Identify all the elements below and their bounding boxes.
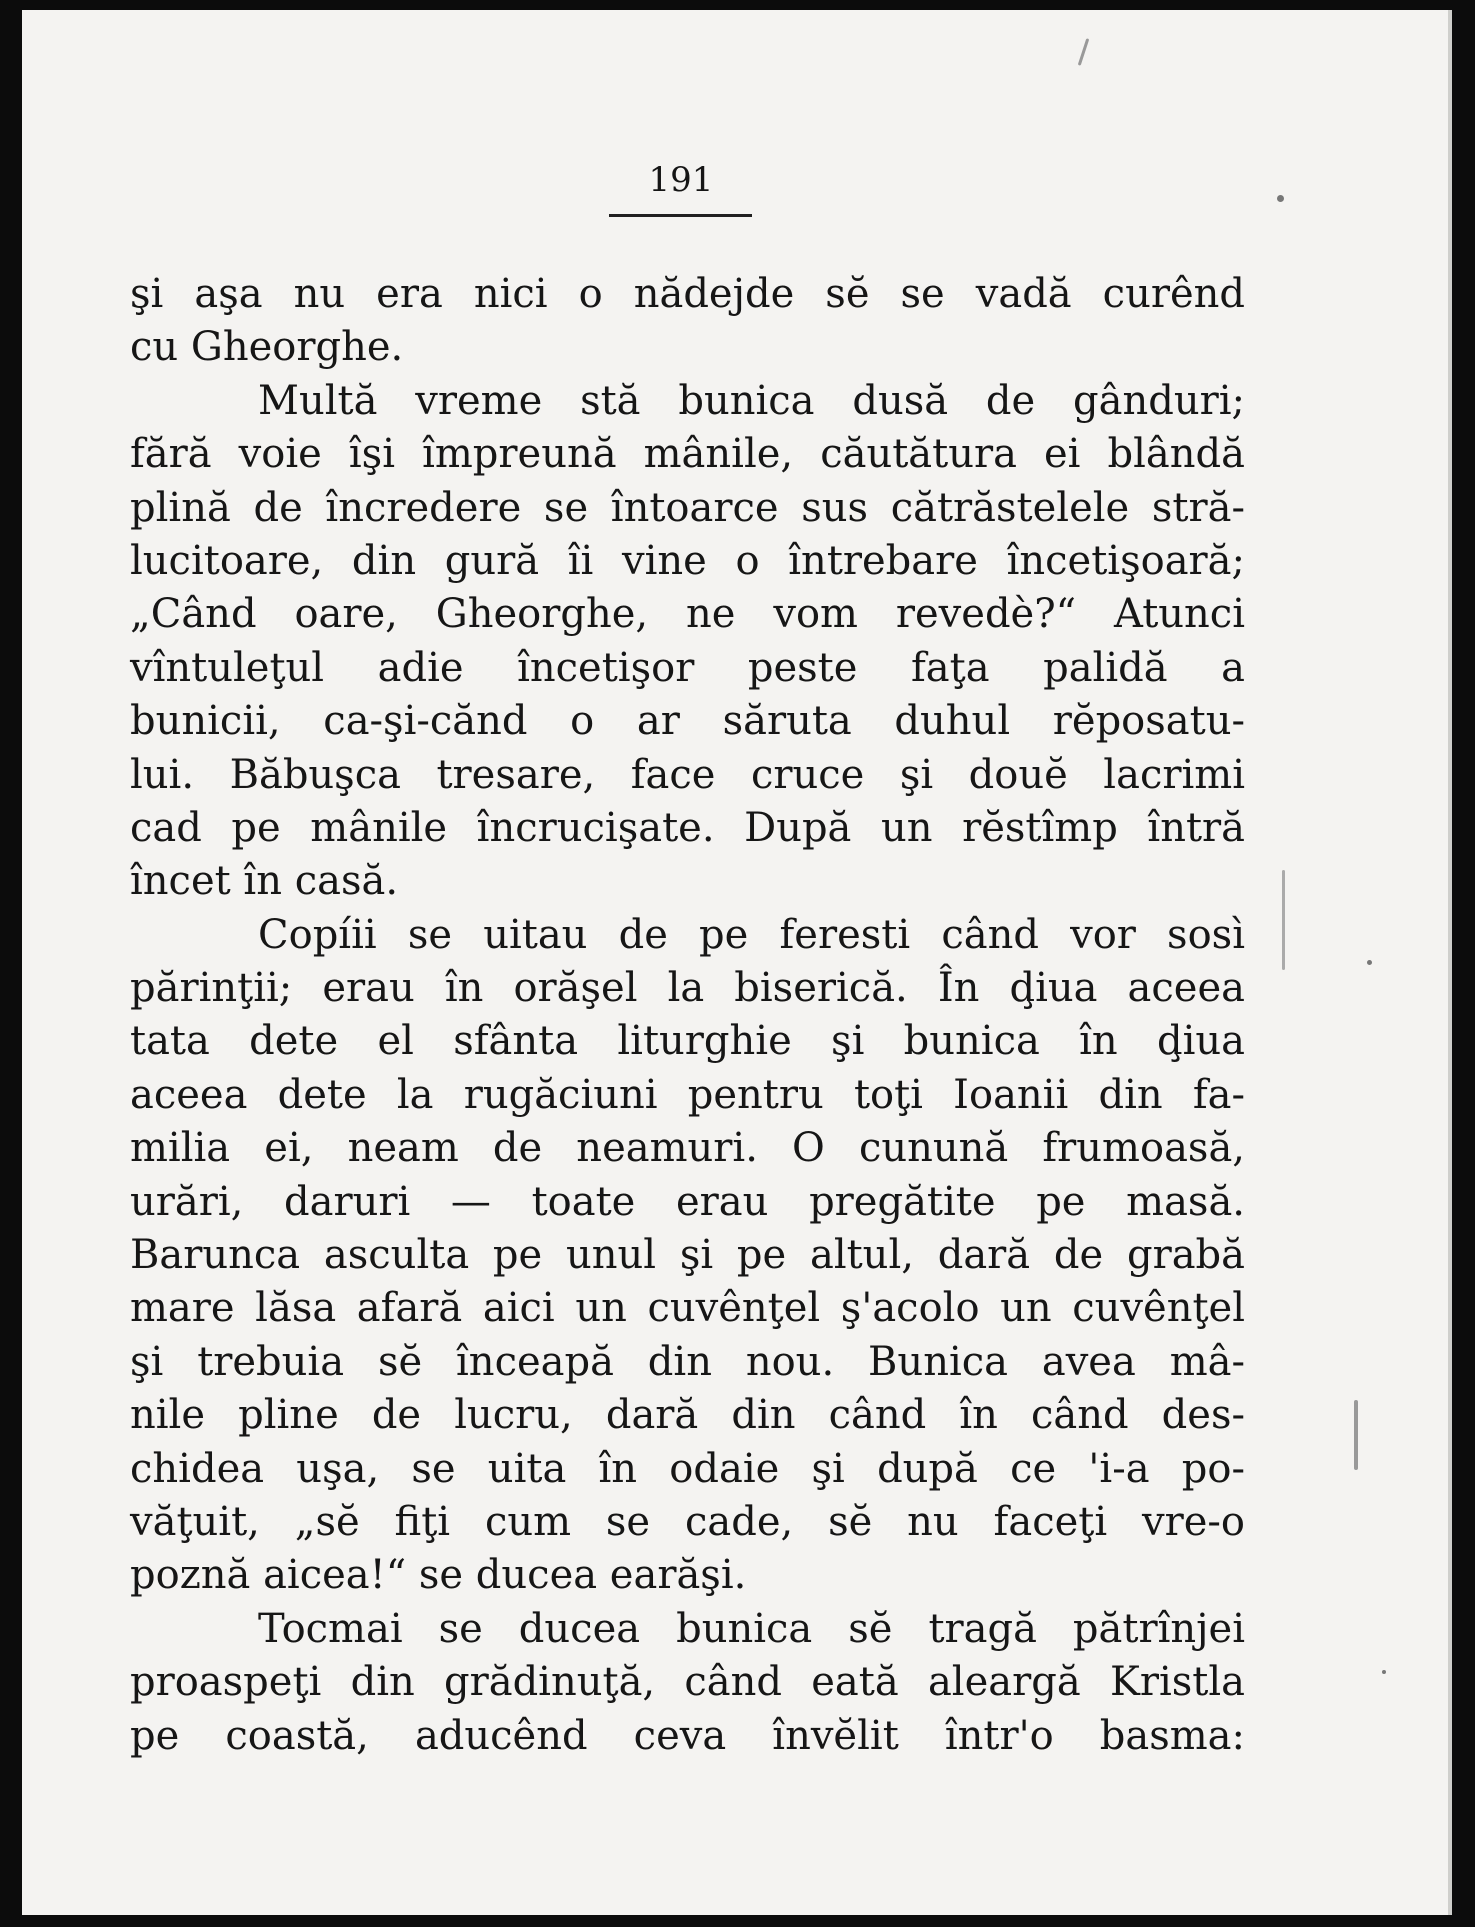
paper-mark xyxy=(1354,1400,1358,1470)
text-line: proaspeţi din grădinuţă, când eată aleargă Kristla xyxy=(130,1659,1245,1706)
book-page xyxy=(22,10,1452,1915)
text-line: cu Gheorghe. xyxy=(130,324,404,371)
text-line: fără voie îşi împreună mânile, căutătura ei blândă xyxy=(130,431,1245,478)
text-line: Barunca asculta pe unul şi pe altul, dară de grabă xyxy=(130,1232,1245,1279)
text-line: încet în casă. xyxy=(130,858,399,905)
text-line: chidea uşa, se uita în odaie şi după ce 'i-a po- xyxy=(130,1445,1245,1492)
text-line: Copíii se uitau de pe feresti când vor sosì xyxy=(258,911,1245,958)
text-line: urări, daruri — toate erau pregătite pe masă. xyxy=(130,1178,1245,1225)
text-line: nile pline de lucru, dară din când în când des- xyxy=(130,1392,1245,1439)
page-number: 191 xyxy=(648,160,714,200)
text-line: Tocmai se ducea bunica sĕ tragă pătrînjei xyxy=(258,1605,1245,1652)
text-line: bunicii, ca-şi-cănd o ar săruta duhul rĕposatu- xyxy=(130,698,1245,745)
paper-mark xyxy=(1282,870,1285,970)
text-line: vîntuleţul adie încetişor peste faţa palidă a xyxy=(130,644,1245,691)
text-line: şi aşa nu era nici o nădejde sĕ se vadă curênd xyxy=(130,271,1245,317)
text-line: părinţii; erau în orăşel la biserică. În ḑiua aceea xyxy=(130,965,1245,1012)
text-line: văţuit, „sĕ fiţi cum se cade, sĕ nu faceţi vre-o xyxy=(130,1498,1245,1545)
text-line: mare lăsa afară aici un cuvênţel ş'acolo un cuvênţel xyxy=(130,1285,1245,1332)
text-line: plină de încredere se întoarce sus cătrăstelele stră- xyxy=(130,484,1245,531)
paper-mark xyxy=(1078,38,1090,66)
text-line: lui. Băbuşca tresare, face cruce şi douĕ lacrimi xyxy=(130,751,1245,798)
text-line: cad pe mânile încrucişate. După un rĕstîmp întră xyxy=(130,804,1245,851)
paper-speck xyxy=(1382,1670,1386,1674)
text-line: tata dete el sfânta liturghie şi bunica în ḑiua xyxy=(130,1018,1245,1065)
text-line: Multă vreme stă bunica dusă de gânduri; xyxy=(258,377,1245,424)
paper-speck xyxy=(1367,960,1372,965)
text-line: poznă aicea!“ se ducea earăşi. xyxy=(130,1552,747,1599)
page-edge-shadow xyxy=(1448,10,1452,1915)
text-line: pe coastă, aducênd ceva învĕlit într'o basma: xyxy=(130,1712,1245,1759)
text-line: milia ei, neam de neamuri. O cunună frumoasă, xyxy=(130,1125,1245,1172)
body-text xyxy=(130,268,1245,1763)
page-number-rule xyxy=(609,214,752,217)
text-line: „Când oare, Gheorghe, ne vom revedè?“ Atunci xyxy=(130,591,1245,638)
text-line: aceea dete la rugăciuni pentru toţi Ioanii din fa- xyxy=(130,1071,1245,1118)
text-line: şi trebuia sĕ înceapă din nou. Bunica avea mâ- xyxy=(130,1338,1245,1385)
text-line: lucitoare, din gură îi vine o întrebare încetişoară; xyxy=(130,537,1245,584)
